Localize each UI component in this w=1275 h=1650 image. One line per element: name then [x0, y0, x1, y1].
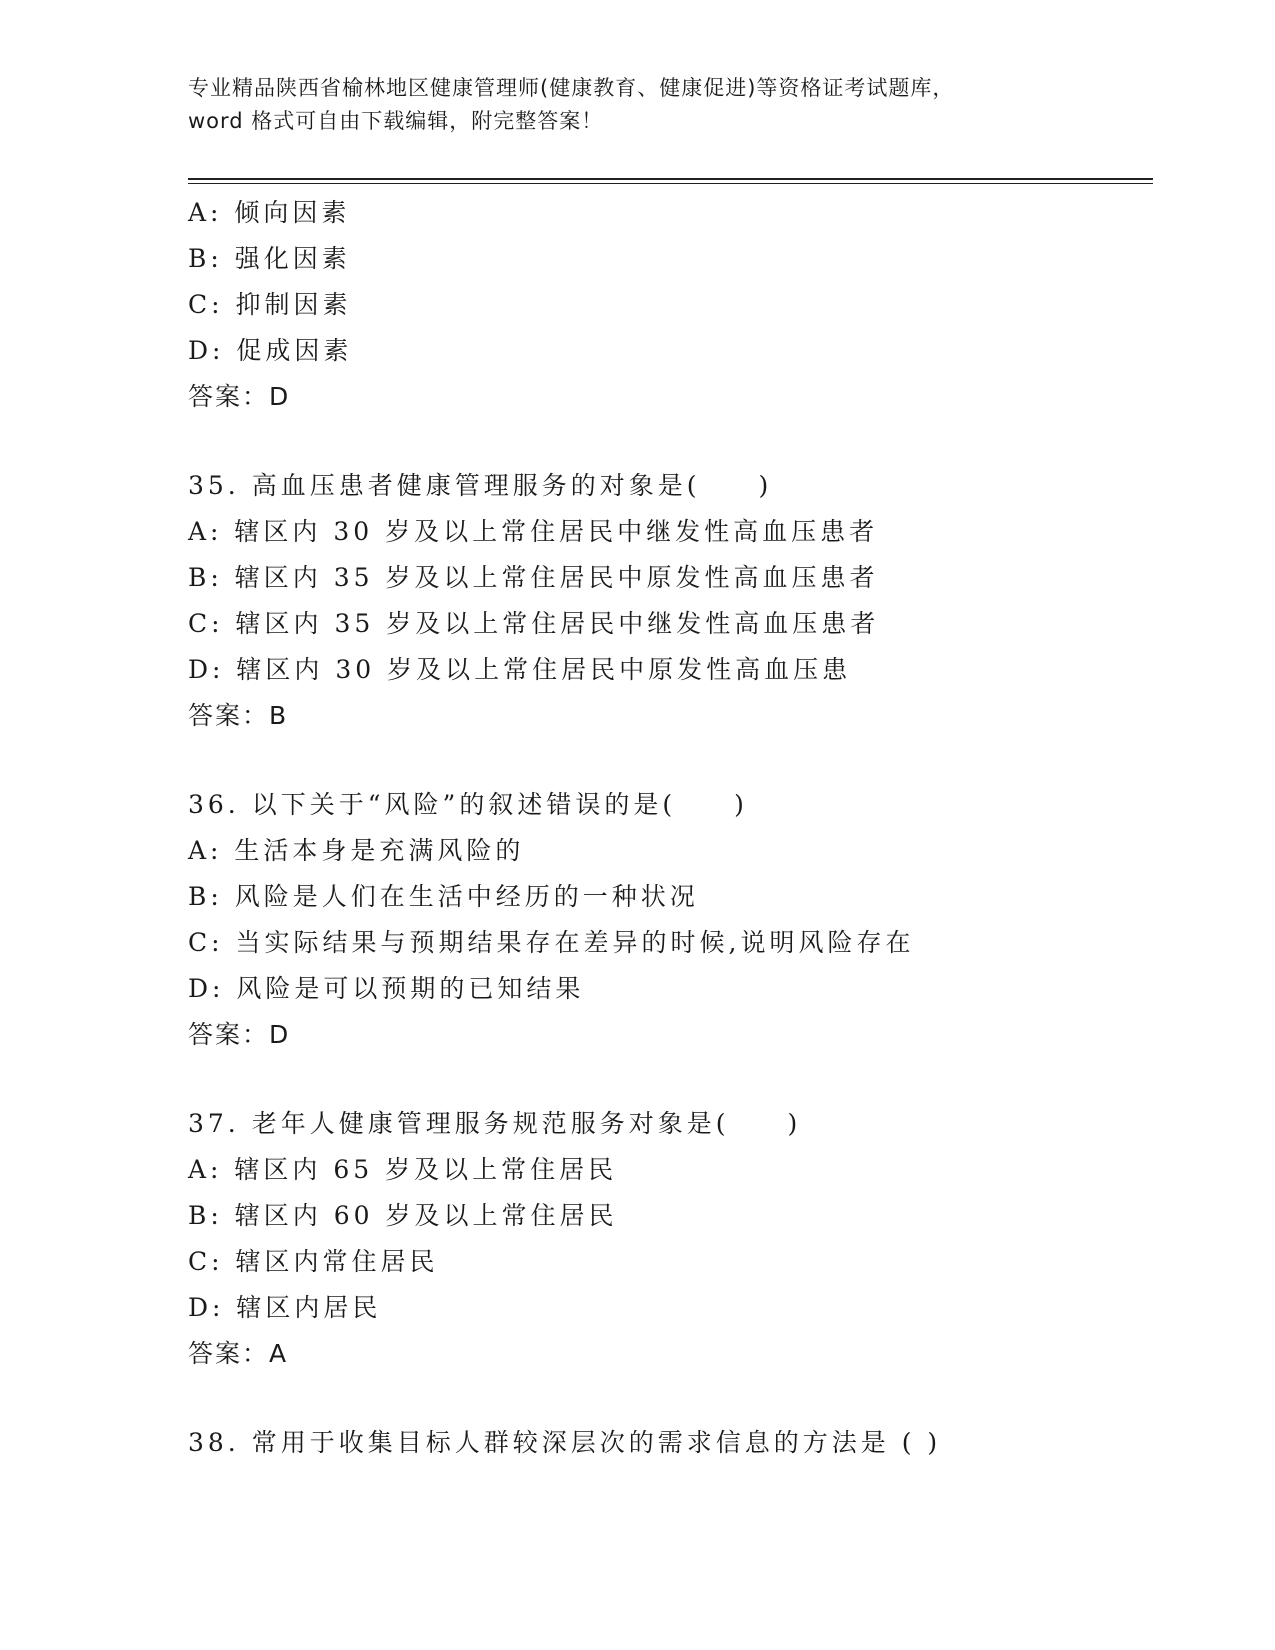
- option-a: A: 倾向因素: [188, 198, 351, 227]
- header-divider-thick: [188, 178, 1153, 180]
- question-number: 37.: [188, 1109, 240, 1138]
- spacer: [188, 1058, 1153, 1101]
- option-b: B: 辖区内 60 岁及以上常住居民: [188, 1201, 618, 1230]
- question-text: 以下关于“风险”的叙述错误的是( ): [251, 790, 748, 819]
- question-35: [188, 463, 1153, 739]
- option-c: C: 辖区内 35 岁及以上常住居民中继发性高血压患者: [188, 609, 880, 638]
- question-number: 35.: [188, 471, 240, 500]
- spacer: [188, 739, 1153, 782]
- answer: 答案：D: [188, 1020, 291, 1049]
- option-b: B: 强化因素: [188, 244, 351, 273]
- option-b: B: 风险是人们在生活中经历的一种状况: [188, 882, 699, 911]
- question-stem: [188, 463, 1153, 509]
- question-37: [188, 1101, 1153, 1377]
- option-c: C: 辖区内常住居民: [188, 1247, 439, 1276]
- question-38: [188, 1420, 1153, 1466]
- option-c: C: 当实际结果与预期结果存在差异的时候,说明风险存在: [188, 928, 915, 957]
- question-list: [188, 190, 1153, 1466]
- question-text: 高血压患者健康管理服务的对象是( ): [251, 471, 773, 500]
- question-36: [188, 782, 1153, 1058]
- question-number: 36.: [188, 790, 240, 819]
- question-text: 老年人健康管理服务规范服务对象是( ): [251, 1109, 802, 1138]
- question-text: 常用于收集目标人群较深层次的需求信息的方法是 ( ): [251, 1428, 942, 1457]
- option-d: D: 辖区内居民: [188, 1293, 382, 1322]
- document-header: [188, 72, 1088, 138]
- option-d: D: 风险是可以预期的已知结果: [188, 974, 585, 1003]
- answer: 答案：A: [188, 1339, 289, 1368]
- spacer: [188, 1377, 1153, 1420]
- option-a: A: 辖区内 65 岁及以上常住居民: [188, 1155, 618, 1184]
- header-line-2: word 格式可自由下载编辑，附完整答案！: [188, 109, 604, 133]
- answer: 答案：B: [188, 701, 289, 730]
- option-a: A: 辖区内 30 岁及以上常住居民中继发性高血压患者: [188, 517, 879, 546]
- option-d: D: 促成因素: [188, 336, 353, 365]
- question-stem: [188, 782, 1153, 828]
- question-stem: [188, 1420, 1153, 1466]
- question-34-tail: [188, 190, 1153, 420]
- option-d: D: 辖区内 30 岁及以上常住居民中原发性高血压患: [188, 655, 852, 684]
- answer: 答案：D: [188, 382, 291, 411]
- option-b: B: 辖区内 35 岁及以上常住居民中原发性高血压患者: [188, 563, 879, 592]
- option-c: C: 抑制因素: [188, 290, 352, 319]
- question-stem: [188, 1101, 1153, 1147]
- question-number: 38.: [188, 1428, 240, 1457]
- header-divider-thin: [188, 183, 1153, 184]
- spacer: [188, 420, 1153, 463]
- option-a: A: 生活本身是充满风险的: [188, 836, 525, 865]
- header-line-1: 专业精品陕西省榆林地区健康管理师(健康教育、健康促进)等资格证考试题库，: [188, 76, 955, 100]
